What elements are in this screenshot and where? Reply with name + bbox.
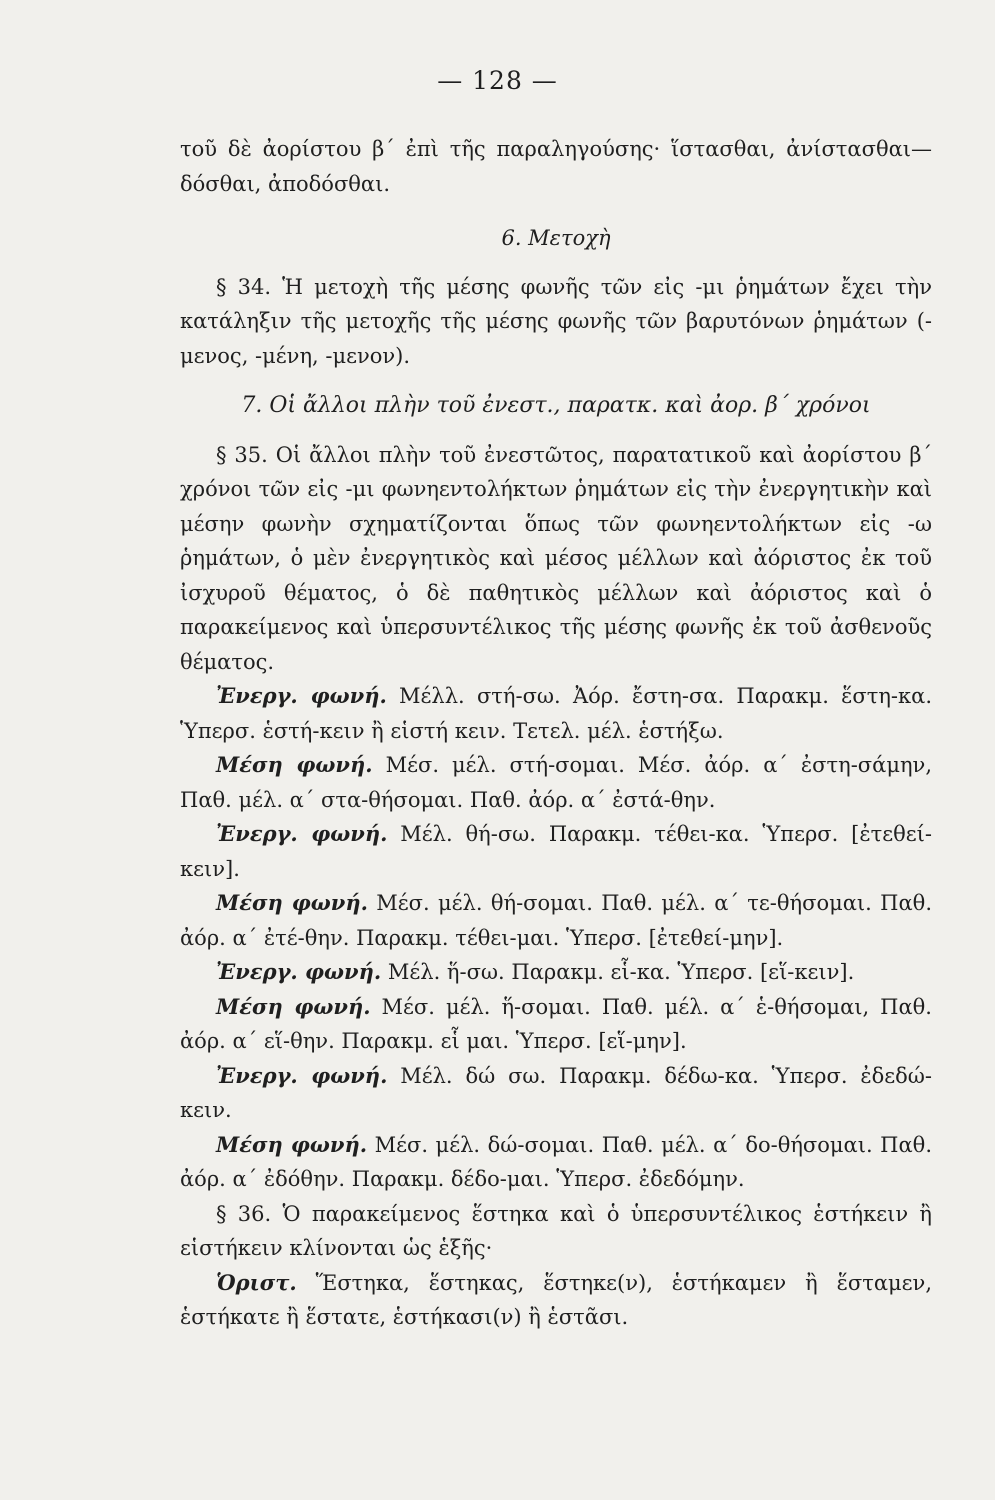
voice-forms: Μέλ. ἥ-σω. Παρακμ. εἷ-κα. Ὑπερσ. [εἵ-κειν]. [381, 960, 855, 984]
mood-label: Ὁριστ. [216, 1269, 297, 1295]
voice-forms: Μέλ. δώ σω. Παρακμ. δέδω-κα. Ὑπερσ. ἐδεδώ-κειν. [180, 1063, 933, 1122]
voice-forms: Μέσ. μέλ. δώ-σομαι. Παθ. μέλ. α΄ δο-θήσομαι. Παθ. ἀόρ. α΄ ἐδόθην. Παρακμ. δέδο-μαι. Ὑπερσ. ἐδεδόμην. [180, 1132, 932, 1191]
voice-label: Ἐνεργ. φωνή. [216, 1062, 388, 1088]
mood-forms: Ἕστηκα, ἕστηκας, ἕστηκε(ν), ἑστήκαμεν ἢ ἕσταμεν, ἑστήκατε ἢ ἕστατε, ἑστήκασι(ν) ἢ ἑστᾶσι. [180, 1270, 932, 1329]
voice-label: Ἐνεργ. φωνή. [216, 683, 387, 708]
active-voice-hiemi [180, 955, 932, 990]
middle-voice-didomi [180, 1128, 932, 1197]
voice-forms: Μέλλ. στή-σω. Ἀόρ. ἔστη-σα. Παρακμ. ἕστη-κα. Ὑπερσ. ἑστή-κειν ἢ εἱστή κειν. Τετελ. μέλ. ἑστήξω. [180, 684, 932, 743]
active-voice-didomi [180, 1059, 932, 1128]
voice-label: Ἐνεργ. φωνή. [216, 821, 388, 846]
paragraph-35: § 35. Οἱ ἄλλοι πλὴν τοῦ ἐνεστῶτος, παρατατικοῦ καὶ ἀορίστου β΄ χρόνοι τῶν εἰς -μι φωνηεντολήκτων ῥημάτων εἰς τὴν ἐνεργητικὴν καὶ μέσην φωνὴν σχηματίζονται ὅπως τῶν φωνηεντολήκτων εἰς -ω ῥημάτων, ὁ μὲν ἐνεργητικὸς καὶ μέσος μέλλων καὶ ἀόριστος ἐκ τοῦ ἰσχυροῦ θέματος, ὁ δὲ παθητικὸς μέλλων καὶ ἀόριστος καὶ ὁ παρακείμενος καὶ ὑπερσυντέλικος τῆς μέσης φωνῆς ἐκ τοῦ ἀσθενοῦς θέματος. [180, 442, 932, 674]
page-body [180, 132, 932, 1335]
middle-voice-hiemi [180, 990, 932, 1059]
paragraph-36: § 36. Ὁ παρακείμενος ἕστηκα καὶ ὁ ὑπερσυντέλικος ἑστήκειν ἢ εἱστήκειν κλίνονται ὡς ἑξῆς· [180, 1201, 932, 1260]
paragraph-continuation: τοῦ δὲ ἀορίστου β΄ ἐπὶ τῆς παραληγούσης· ἵστασθαι, ἀνίστασθαι— δόσθαι, ἀποδόσθαι. [180, 137, 932, 196]
voice-label: Μέση φωνή. [216, 752, 373, 777]
voice-label: Μέση φωνή. [216, 993, 371, 1019]
paragraph-34: § 34. Ἡ μετοχὴ τῆς μέσης φωνῆς τῶν εἰς -μι ῥημάτων ἔχει τὴν κατάληξιν τῆς μετοχῆς τῆς μέσης φωνῆς τῶν βαρυτόνων ῥημάτων (-μενος, -μένη, -μενον). [180, 274, 932, 368]
page-number: — 128 — [437, 66, 558, 95]
section-heading-6: 6. Μετοχὴ [501, 226, 611, 250]
voice-forms: Μέσ. μέλ. στή-σομαι. Μέσ. ἀόρ. α΄ ἐστη-σάμην, Παθ. μέλ. α΄ στα-θήσομαι. Παθ. ἀόρ. α΄ ἐστά-θην. [180, 753, 932, 812]
active-voice-histemi [180, 679, 932, 748]
voice-forms: Μέλ. θή-σω. Παρακμ. τέθει-κα. Ὑπερσ. [ἐτεθεί-κειν]. [180, 822, 932, 881]
middle-voice-histemi [180, 748, 932, 817]
section-heading-7: 7. Οἱ ἄλλοι πλὴν τοῦ ἐνεστ., παρατκ. καὶ ἀορ. β΄ χρόνοι [241, 393, 871, 418]
voice-forms: Μέσ. μέλ. ἥ-σομαι. Παθ. μέλ. α΄ ἑ-θήσομαι, Παθ. ἀόρ. α΄ εἵ-θην. Παρακμ. εἷ μαι. Ὑπερσ. [εἵ-μην]. [180, 994, 932, 1053]
voice-label: Ἐνεργ. φωνή. [216, 959, 382, 984]
indicative-forms [180, 1266, 932, 1335]
active-voice-tithemi [180, 817, 932, 886]
middle-voice-tithemi [180, 886, 932, 955]
voice-forms: Μέσ. μέλ. θή-σομαι. Παθ. μέλ. α΄ τε-θήσομαι. Παθ. ἀόρ. α΄ ἐτέ-θην. Παρακμ. τέθει-μαι. Ὑπερσ. [ἐτεθεί-μην]. [180, 891, 932, 950]
voice-label: Μέση φωνή. [216, 890, 368, 915]
voice-label: Μέση φωνή. [216, 1131, 368, 1157]
